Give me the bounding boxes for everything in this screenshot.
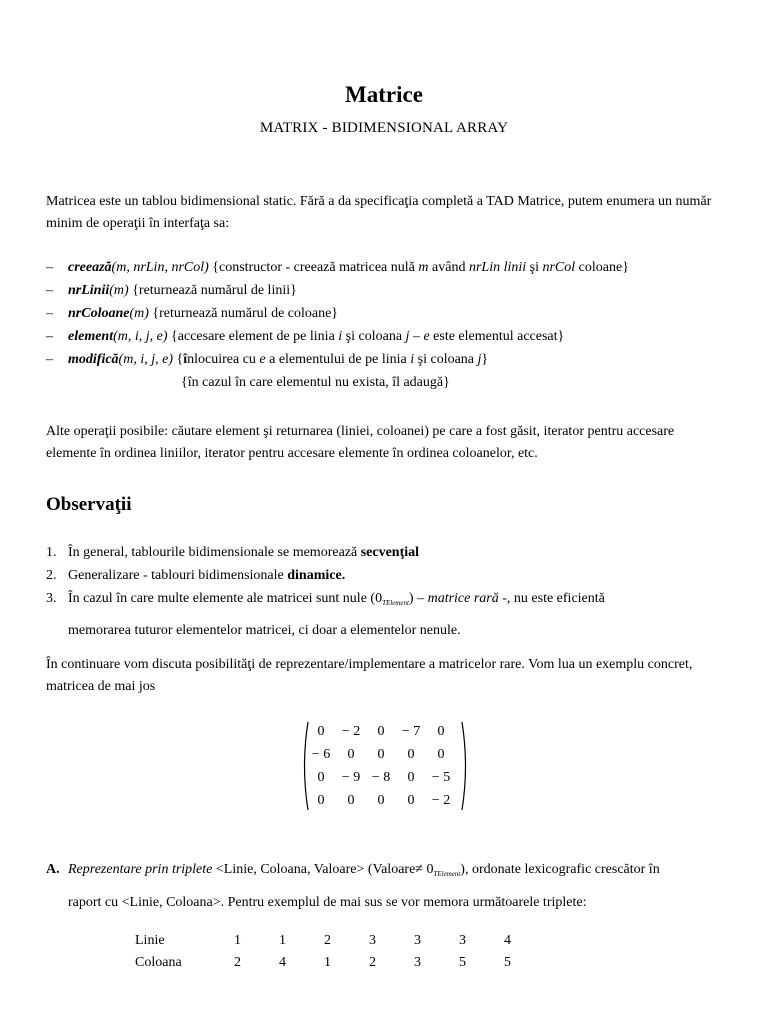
page-subtitle: MATRIX - BIDIMENSIONAL ARRAY xyxy=(259,120,509,136)
matrix-cell: − 5 xyxy=(431,769,451,785)
observatie-item: 2. Generalizare - tablouri bidimensionale dinamice. xyxy=(46,568,346,583)
operation-args: (m) xyxy=(129,306,149,321)
triplets-table xyxy=(135,930,530,974)
triplet-cell: 3 xyxy=(459,933,466,948)
matrix-cell: 0 xyxy=(347,746,355,762)
operation-desc: {constructor - creează matricea nulă m având nrLin linii şi nrCol coloane} xyxy=(212,260,629,275)
intro-paragraph: Matricea este un tablou bidimensional static. Fără a da specificaţia completă a TAD Matrice, putem enumera un număr minim de operaţii în interfaţa sa: xyxy=(46,194,712,231)
operations-list xyxy=(46,256,736,394)
triplet-row-label: Linie xyxy=(135,933,165,948)
matrix-cell: 0 xyxy=(407,746,415,762)
matrix-cell: 0 xyxy=(377,792,385,808)
matrix-cell: 0 xyxy=(437,746,445,762)
observatii-list xyxy=(46,541,736,642)
matrix-cell: 0 xyxy=(377,723,385,739)
matrix-cell: 0 xyxy=(317,792,325,808)
page-title: Matrice xyxy=(345,82,423,107)
observatii-heading: Observaţii xyxy=(46,494,132,515)
triplet-cell: 2 xyxy=(234,955,241,970)
triplet-cell: 5 xyxy=(459,955,466,970)
matrix-cell: 0 xyxy=(407,792,415,808)
operation-item: – nrColoane(m) {returnează numărul de coloane} xyxy=(46,306,339,321)
matrix-row xyxy=(306,789,456,812)
operation-name: nrColoane xyxy=(68,306,130,321)
matrix-cell: 0 xyxy=(317,769,325,785)
triplet-cell: 1 xyxy=(279,933,286,948)
operation-note: {în cazul în care elementul nu exista, îl adaugă} xyxy=(181,375,450,390)
operation-args: (m, i, j, e) xyxy=(113,329,168,344)
operation-name: element xyxy=(68,329,114,344)
operation-name: nrLinii xyxy=(68,283,110,298)
triplet-cell: 4 xyxy=(279,955,286,970)
operation-desc: {înlocuirea cu e a elementului de pe linia i şi coloana j} xyxy=(176,352,489,367)
matrix-cell: − 7 xyxy=(401,723,421,739)
triplet-cell: 3 xyxy=(414,955,421,970)
triplet-cell: 5 xyxy=(504,955,511,970)
matrix-cell: − 6 xyxy=(311,746,331,762)
triplet-cell: 3 xyxy=(414,933,421,948)
matrix-cell: 0 xyxy=(347,792,355,808)
triplet-row xyxy=(135,930,530,952)
matrix-table xyxy=(306,720,456,812)
triplet-row xyxy=(135,952,530,974)
operation-args: (m, i, j, e) xyxy=(118,352,173,367)
section-a: A. Reprezentare prin triplete <Linie, Coloana, Valoare> (Valoare≠ $0_{TElement}$), ordonate lexicografic crescător în raport cu <Linie, Coloana>. Pentru exemplul de mai sus se vor memora următoarele triplete: xyxy=(46,862,660,910)
matrix-cell: − 2 xyxy=(341,723,361,739)
triplet-cell: 4 xyxy=(504,933,511,948)
operation-desc: {accesare element de pe linia i şi coloana j – e este elementul accesat} xyxy=(171,329,565,344)
operation-name: creează xyxy=(68,260,112,275)
observatie-item: 1. În general, tablourile bidimensionale se memorează secvenţial xyxy=(46,545,420,560)
continuation-paragraph: În continuare vom discuta posibilităţi de reprezentare/implementare a matricelor rare. Vom lua un exemplu concret, matricea de mai jos xyxy=(46,657,693,694)
operation-item: – nrLinii(m) {returnează numărul de linii} xyxy=(46,283,297,298)
matrix-cell: − 8 xyxy=(371,769,391,785)
other-operations-paragraph: Alte operaţii posibile: căutare element şi returnarea (liniei, coloanei) pe care a fost găsit, iterator pentru accesare elemente în ordinea liniilor, iterator pentru accesare elemente în ordinea coloanelor, etc. xyxy=(46,424,675,461)
observatie-item: 3. În cazul în care multe elemente ale matricei sunt nule $(0_{TElement})$ – matrice rară -, nu este eficientă memorarea tuturor elementelor matricei, ci doar a elementelor nenule. xyxy=(46,591,605,638)
matrix-row xyxy=(306,743,456,766)
matrix-cell: − 9 xyxy=(341,769,361,785)
triplet-cell: 2 xyxy=(324,933,331,948)
operation-desc: {returnează numărul de linii} xyxy=(132,283,297,298)
matrix-cell: 0 xyxy=(437,723,445,739)
operation-args: (m) xyxy=(109,283,129,298)
matrix-row xyxy=(306,766,456,789)
matrix-cell: − 2 xyxy=(431,792,451,808)
operation-item: – element(m, i, j, e) {accesare element de pe linia i şi coloana j – e este elementul accesat} xyxy=(46,329,565,344)
triplet-cell: 1 xyxy=(234,933,241,948)
matrix-row xyxy=(306,720,456,743)
sparse-matrix xyxy=(300,720,470,812)
operation-args: (m, nrLin, nrCol) xyxy=(111,260,209,275)
triplet-cell: 2 xyxy=(369,955,376,970)
matrix-cell: 0 xyxy=(407,769,415,785)
matrix-cell: 0 xyxy=(317,723,325,739)
operation-item: – modifică(m, i, j, e) {înlocuirea cu e a elementului de pe linia i şi coloana j} xyxy=(46,352,489,367)
triplet-cell: 3 xyxy=(369,933,376,948)
operation-name: modifică xyxy=(68,352,119,367)
operation-item: – creează(m, nrLin, nrCol) {constructor - creează matricea nulă m având nrLin linii şi nrCol coloane} xyxy=(46,260,629,275)
triplet-cell: 1 xyxy=(324,955,331,970)
operation-desc: {returnează numărul de coloane} xyxy=(152,306,339,321)
triplet-row-label: Coloana xyxy=(135,955,182,970)
matrix-cell: 0 xyxy=(377,746,385,762)
